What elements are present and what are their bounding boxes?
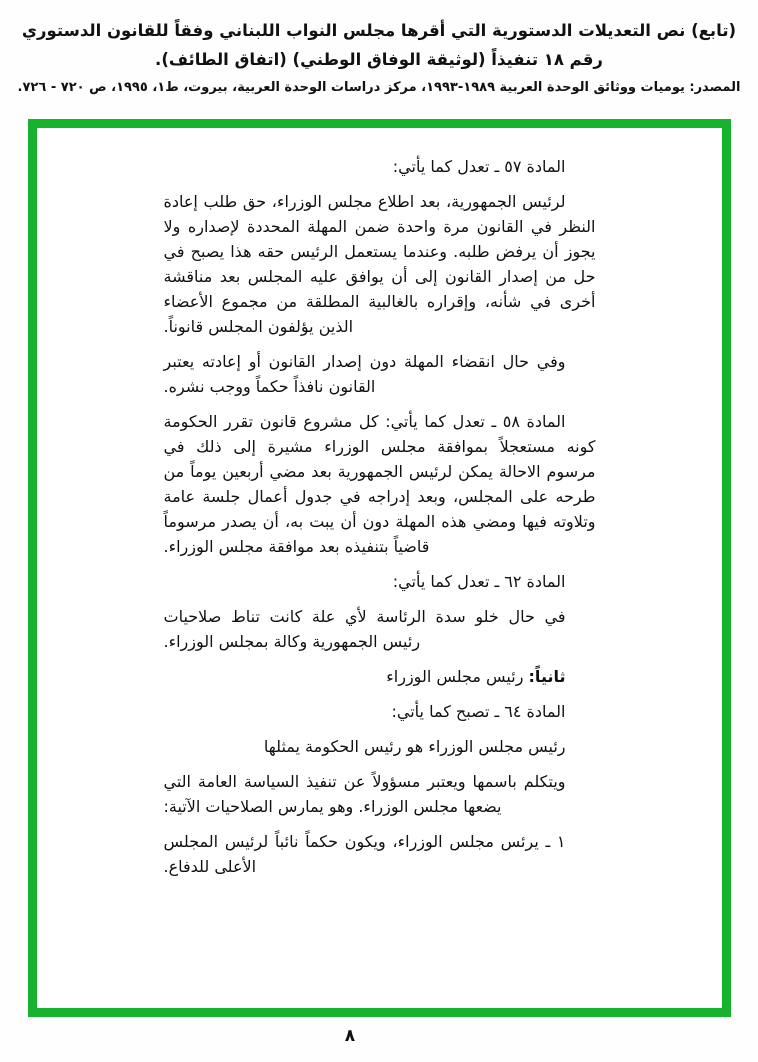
section-label-lead: ثانياً: — [528, 667, 566, 686]
green-highlight-box — [28, 119, 731, 1017]
section-second-label — [164, 664, 596, 689]
article-62-heading: المادة ٦٢ ـ تعدل كما يأتي: — [392, 572, 566, 591]
article-57-paragraph-2: وفي حال انقضاء المهلة دون إصدار القانون أو إعادته يعتبر القانون نافذاً حكماً ووجب نشره. — [163, 352, 566, 396]
article-58-paragraph: المادة ٥٨ ـ تعدل كما يأتي: كل مشروع قانون تقرر الحكومة كونه مستعجلاً بموافقة مجلس الوزراء مشيرة إلى ذلك في مرسوم الاحالة يمكن لرئيس الجمهورية بعد مضي أربعين يوماً من طرحه على المجلس، وبعد إدراجه في جدول أعمال جلسة عامة وتلاوته فيها ومضي هذه المهلة دون أن يبت به، أن يصدر مرسوماً قاضياً بتنفيذه بعد موافقة مجلس الوزراء. — [163, 412, 596, 556]
document-body — [164, 154, 596, 879]
article-64-heading: المادة ٦٤ ـ تصبح كما يأتي: — [391, 702, 566, 721]
article-57-paragraph-1: لرئيس الجمهورية، بعد اطلاع مجلس الوزراء، حق طلب إعادة النظر في القانون مرة واحدة ضمن المهلة المحددة لإصداره ولا يجوز أن يرفض طلبه. وعندما يستعمل الرئيس حقه هذا يصبح في حل من إصدار القانون إلى أن يوافق عليه المجلس بعد مناقشة أخرى في شأنه، وإقراره بالغالبية المطلقة من مجموع الأعضاء الذين يؤلفون المجلس قانوناً. — [163, 192, 596, 336]
page-number: ٨ — [344, 1026, 356, 1046]
article-64-line-1: رئيس مجلس الوزراء هو رئيس الحكومة يمثلها — [263, 737, 566, 756]
section-label-text: رئيس مجلس الوزراء — [386, 667, 524, 686]
document-title: (تابع) نص التعديلات الدستورية التي أقرها مجلس النواب اللبناني وفقاً للقانون الدستوري رقم ١٨ تنفيذاً (لوثيقة الوفاق الوطني) (اتفاق الطائف). — [21, 21, 737, 69]
article-64-item-1: ١ ـ يرئس مجلس الوزراء، ويكون حكماً نائباً لرئيس المجلس الأعلى للدفاع. — [163, 832, 566, 876]
source-citation: المصدر: يوميات ووثائق الوحدة العربية ١٩٨٩-١٩٩٣، مركز دراسات الوحدة العربية، بيروت، ط١، ١٩٩٥، ص ٧٢٠ - ٧٢٦. — [17, 80, 741, 95]
article-62-paragraph: في حال خلو سدة الرئاسة لأي علة كانت تناط صلاحيات رئيس الجمهورية وكالة بمجلس الوزراء. — [163, 607, 566, 651]
article-57-heading: المادة ٥٧ ـ تعدل كما يأتي: — [392, 157, 566, 176]
article-64-paragraph: ويتكلم باسمها ويعتبر مسؤولاً عن تنفيذ السياسة العامة التي يضعها مجلس الوزراء. وهو يمارس الصلاحيات الآتية: — [163, 772, 566, 816]
page-header — [12, 16, 746, 98]
